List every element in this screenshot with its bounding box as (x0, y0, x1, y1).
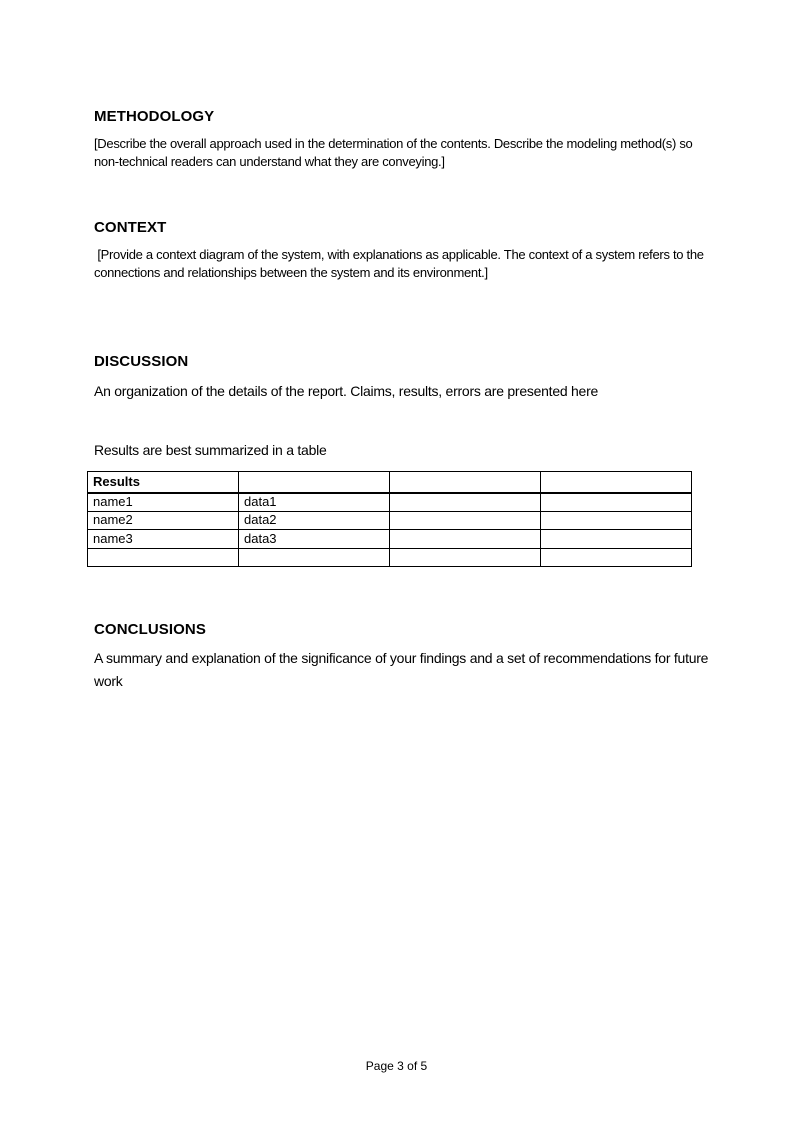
table-cell (390, 493, 541, 512)
table-cell: name2 (88, 511, 239, 530)
table-cell (541, 511, 692, 530)
results-table-header-row (88, 472, 692, 493)
section-heading-conclusions: CONCLUSIONS (94, 621, 206, 638)
page-number-footer: Page 3 of 5 (365, 1059, 428, 1073)
table-row (88, 548, 692, 567)
table-cell: data3 (239, 530, 390, 549)
table-cell (390, 511, 541, 530)
section-heading-discussion: DISCUSSION (94, 353, 189, 370)
table-cell: name3 (88, 530, 239, 549)
conclusions-body-paragraph: A summary and explanation of the significance of your findings and a set of recommendations for future work (94, 650, 712, 689)
table-header-cell (541, 472, 692, 493)
table-header-cell: Results (88, 472, 239, 493)
discussion-body-paragraph: An organization of the details of the report. Claims, results, errors are presented here (94, 383, 599, 399)
table-cell (541, 530, 692, 549)
table-cell (390, 530, 541, 549)
section-heading-methodology: METHODOLOGY (94, 108, 215, 125)
table-cell: data1 (239, 493, 390, 512)
table-row (88, 511, 692, 530)
section-heading-context: CONTEXT (94, 219, 167, 236)
table-cell (88, 548, 239, 567)
table-cell (541, 548, 692, 567)
table-cell: data2 (239, 511, 390, 530)
table-cell: name1 (88, 493, 239, 512)
table-cell (239, 548, 390, 567)
results-table (87, 471, 692, 567)
table-cell (541, 493, 692, 512)
context-body-paragraph: [Provide a context diagram of the system, with explanations as applicable. The context of a system refers to the connections and relationships between the system and its environment.] (94, 247, 708, 280)
table-row (88, 530, 692, 549)
table-cell (390, 548, 541, 567)
table-header-cell (239, 472, 390, 493)
table-header-cell (390, 472, 541, 493)
table-row (88, 493, 692, 512)
methodology-body-paragraph: [Describe the overall approach used in the determination of the contents. Describe the modeling method(s) so non-technical readers can understand what they are conveying.] (94, 136, 696, 169)
table-intro-paragraph: Results are best summarized in a table (94, 442, 327, 458)
